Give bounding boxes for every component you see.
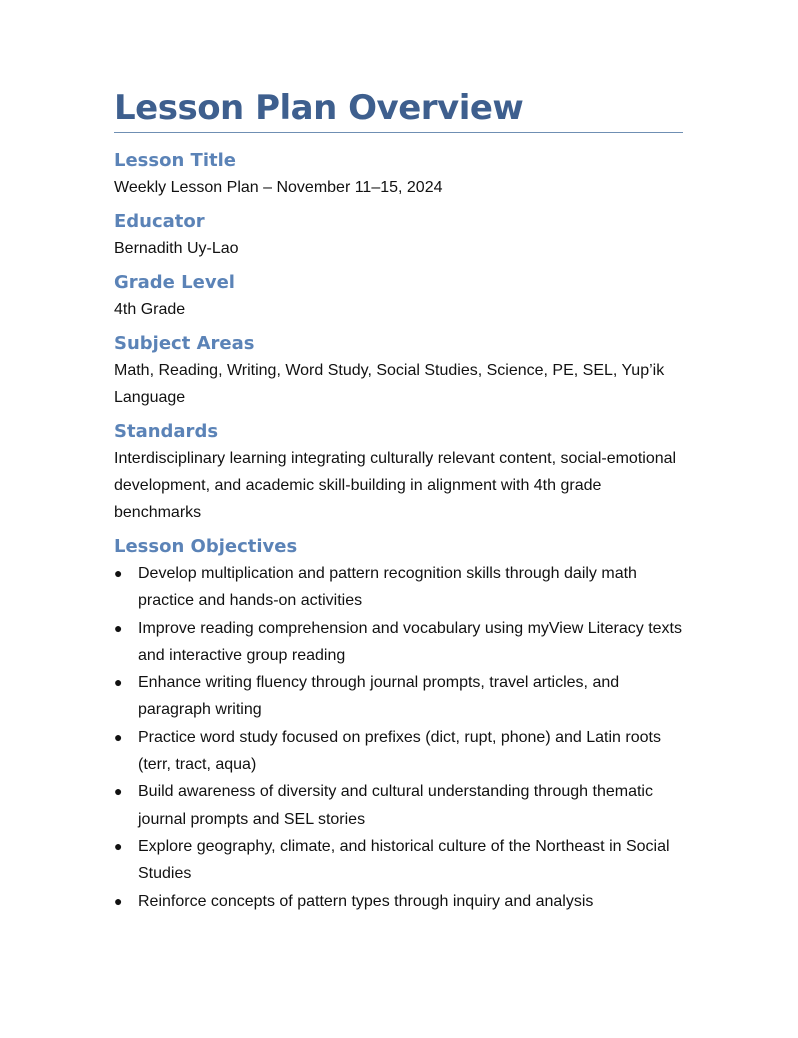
- objective-item: [114, 724, 684, 779]
- lesson-title-value: Weekly Lesson Plan – November 11–15, 2024: [114, 179, 443, 196]
- objective-item: [114, 615, 684, 670]
- section-heading-educator: Educator: [114, 211, 205, 232]
- objective-item: [114, 778, 684, 833]
- grade-level-value: 4th Grade: [114, 301, 186, 318]
- objective-text: Improve reading comprehension and vocabulary using myView Literacy texts and interactive group reading: [138, 619, 682, 664]
- section-lesson-title: [114, 148, 684, 201]
- bullet-icon: ●: [114, 728, 123, 745]
- document-page: [114, 86, 684, 915]
- bullet-icon: ●: [114, 783, 123, 800]
- bullet-icon: ●: [114, 892, 123, 909]
- bullet-icon: ●: [114, 837, 123, 854]
- standards-value: Interdisciplinary learning integrating culturally relevant content, social-emotional development, and academic skill-building in alignment with 4th grade benchmarks: [114, 450, 677, 521]
- title-divider: [114, 132, 683, 133]
- bullet-icon: ●: [114, 674, 123, 691]
- section-heading-lesson-title: Lesson Title: [114, 150, 236, 171]
- page-title: Lesson Plan Overview: [114, 88, 524, 128]
- objective-item: [114, 669, 684, 724]
- section-educator: [114, 209, 684, 262]
- section-heading-grade-level: Grade Level: [114, 272, 235, 293]
- section-heading-standards: Standards: [114, 421, 219, 442]
- section-heading-subject-areas: Subject Areas: [114, 333, 255, 354]
- section-heading-lesson-objectives: Lesson Objectives: [114, 536, 298, 557]
- objectives-list: [114, 560, 684, 915]
- objective-item: [114, 833, 684, 888]
- subject-areas-value: Math, Reading, Writing, Word Study, Social Studies, Science, PE, SEL, Yup’ik Language: [114, 362, 665, 406]
- objective-text: Build awareness of diversity and cultural understanding through thematic journal prompts and SEL stories: [138, 783, 653, 828]
- objective-text: Enhance writing fluency through journal prompts, travel articles, and paragraph writing: [138, 674, 620, 719]
- objective-text: Develop multiplication and pattern recognition skills through daily math practice and hands-on activities: [138, 565, 637, 610]
- section-subject-areas: [114, 331, 684, 411]
- bullet-icon: ●: [114, 619, 123, 636]
- objective-text: Explore geography, climate, and historical culture of the Northeast in Social Studies: [138, 837, 670, 883]
- objective-text: Reinforce concepts of pattern types through inquiry and analysis: [138, 892, 594, 910]
- objective-item: [114, 560, 684, 615]
- section-standards: [114, 419, 684, 526]
- section-grade-level: [114, 270, 684, 323]
- bullet-icon: ●: [114, 565, 123, 581]
- objective-text: Practice word study focused on prefixes (dict, rupt, phone) and Latin roots (terr, tract, aqua): [138, 728, 661, 774]
- objective-item: [114, 888, 684, 915]
- educator-value: Bernadith Uy-Lao: [114, 240, 239, 257]
- section-lesson-objectives: [114, 534, 684, 915]
